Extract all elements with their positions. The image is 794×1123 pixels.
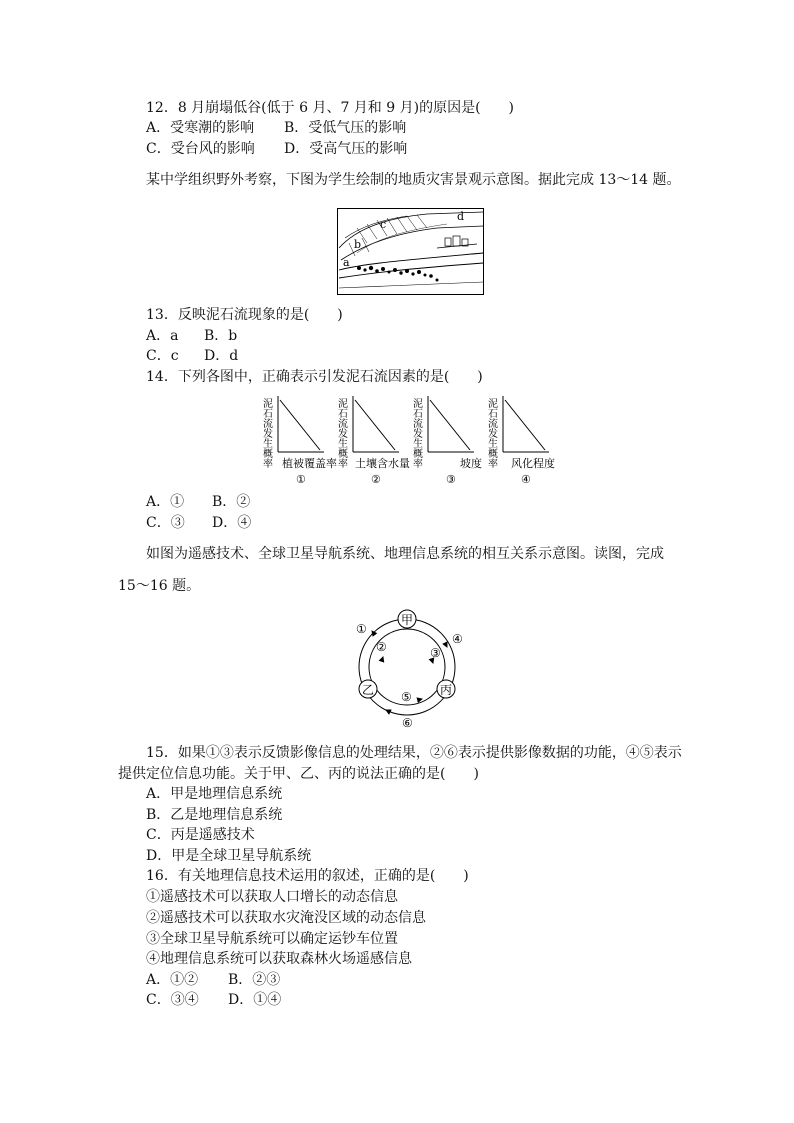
landscape-label-a: a [343,256,350,269]
factor-charts-figure [262,392,562,488]
q16-statement-2: ②遥感技术可以获取水灾淹没区域的动态信息 [146,910,426,926]
geological-hazard-figure [337,208,484,295]
xlabel: 坡度 [460,457,482,470]
q16-option-a: A．①② [146,972,199,988]
q16-statement-1: ①遥感技术可以获取人口增长的动态信息 [146,889,398,905]
q13-option-d: D．d [204,348,239,364]
q13-option-c: C．c [146,348,179,364]
q16-option-d: D．①④ [228,992,282,1008]
q16-option-b: B．②③ [228,972,281,988]
q13-option-b: B．b [204,328,238,344]
node-yi-label: 乙 [362,683,375,697]
ylabel: 泥石流发生概率 [485,398,497,468]
q12-option-b: B．受低气压的影响 [284,120,407,136]
node-bing-label: 丙 [440,683,453,697]
q15-option-d: D．甲是全球卫星导航系统 [146,848,312,864]
q15-stem-line1: 15．如果①③表示反馈影像信息的处理结果，②⑥表示提供影像数据的功能，④⑤表示 [146,745,682,761]
intro-15-16-line1: 如图为遥感技术、全球卫星导航系统、地理信息系统的相互关系示意图。读图，完成 [146,546,664,562]
chart-number: ② [371,473,381,486]
intro-13-14: 某中学组织野外考察，下图为学生绘制的地质灾害景观示意图。据此完成 13～14 题。 [146,172,681,188]
q16-stem: 16．有关地理信息技术运用的叙述，正确的是( ) [146,868,469,884]
q15-stem-line2: 提供定位信息功能。关于甲、乙、丙的说法正确的是( ) [118,766,479,782]
arrow-label-5: ⑤ [401,690,412,704]
q14-stem: 14．下列各图中，正确表示引发泥石流因素的是( ) [146,369,483,385]
arrow-label-6: ⑥ [402,716,413,730]
q16-statement-4: ④地理信息系统可以获取森林火场遥感信息 [146,951,412,967]
q15-option-b: B．乙是地理信息系统 [146,807,283,823]
xlabel: 土壤含水量 [355,457,410,470]
trend-line [355,400,395,450]
q12-option-d: D．受高气压的影响 [284,141,408,157]
arrow-label-2: ② [376,640,387,654]
ylabel: 泥石流发生概率 [260,398,272,468]
trend-line [505,400,545,450]
q13-stem: 13．反映泥石流现象的是( ) [146,307,343,323]
chart-number: ③ [446,473,456,486]
q14-option-b: B．② [212,494,251,510]
q16-statement-3: ③全球卫星导航系统可以确定运钞车位置 [146,931,398,947]
landscape-label-c: c [380,218,387,231]
landscape-label-b: b [354,238,362,251]
mini-chart-1 [261,396,338,486]
q12-stem: 12．8 月崩塌低谷(低于 6 月、7 月和 9 月)的原因是( ) [146,100,514,116]
q14-option-a: A．① [146,494,185,510]
mini-chart-3 [411,396,483,486]
q13-option-a: A．a [146,328,179,344]
chart-number: ① [296,473,306,486]
q12-option-c: C．受台风的影响 [146,141,255,157]
arrow-label-3: ③ [430,646,441,660]
q16-option-c: C．③④ [146,992,199,1008]
ylabel: 泥石流发生概率 [335,398,347,468]
landscape-label-d: d [457,210,465,223]
node-left [359,680,377,698]
arrow-label-4: ④ [452,632,463,646]
node-right [437,680,455,698]
trend-line [280,400,320,450]
q15-option-a: A．甲是地理信息系统 [146,786,283,802]
geo-info-cycle-diagram [350,605,470,730]
xlabel: 植被覆盖率 [282,457,337,470]
chart-number: ④ [521,473,531,486]
node-jia-label: 甲 [401,613,414,627]
trend-line [430,400,470,450]
q14-option-d: D．④ [212,515,252,531]
mini-chart-2 [336,396,411,486]
ylabel: 泥石流发生概率 [410,398,422,468]
mini-chart-4 [486,396,556,486]
q15-option-c: C．丙是遥感技术 [146,827,255,843]
node-top [398,610,416,628]
intro-15-16-line2: 15～16 题。 [118,578,201,594]
arrow-label-1: ① [356,622,367,636]
q14-option-c: C．③ [146,515,185,531]
xlabel: 风化程度 [511,457,555,470]
q12-option-a: A．受寒潮的影响 [146,120,255,136]
